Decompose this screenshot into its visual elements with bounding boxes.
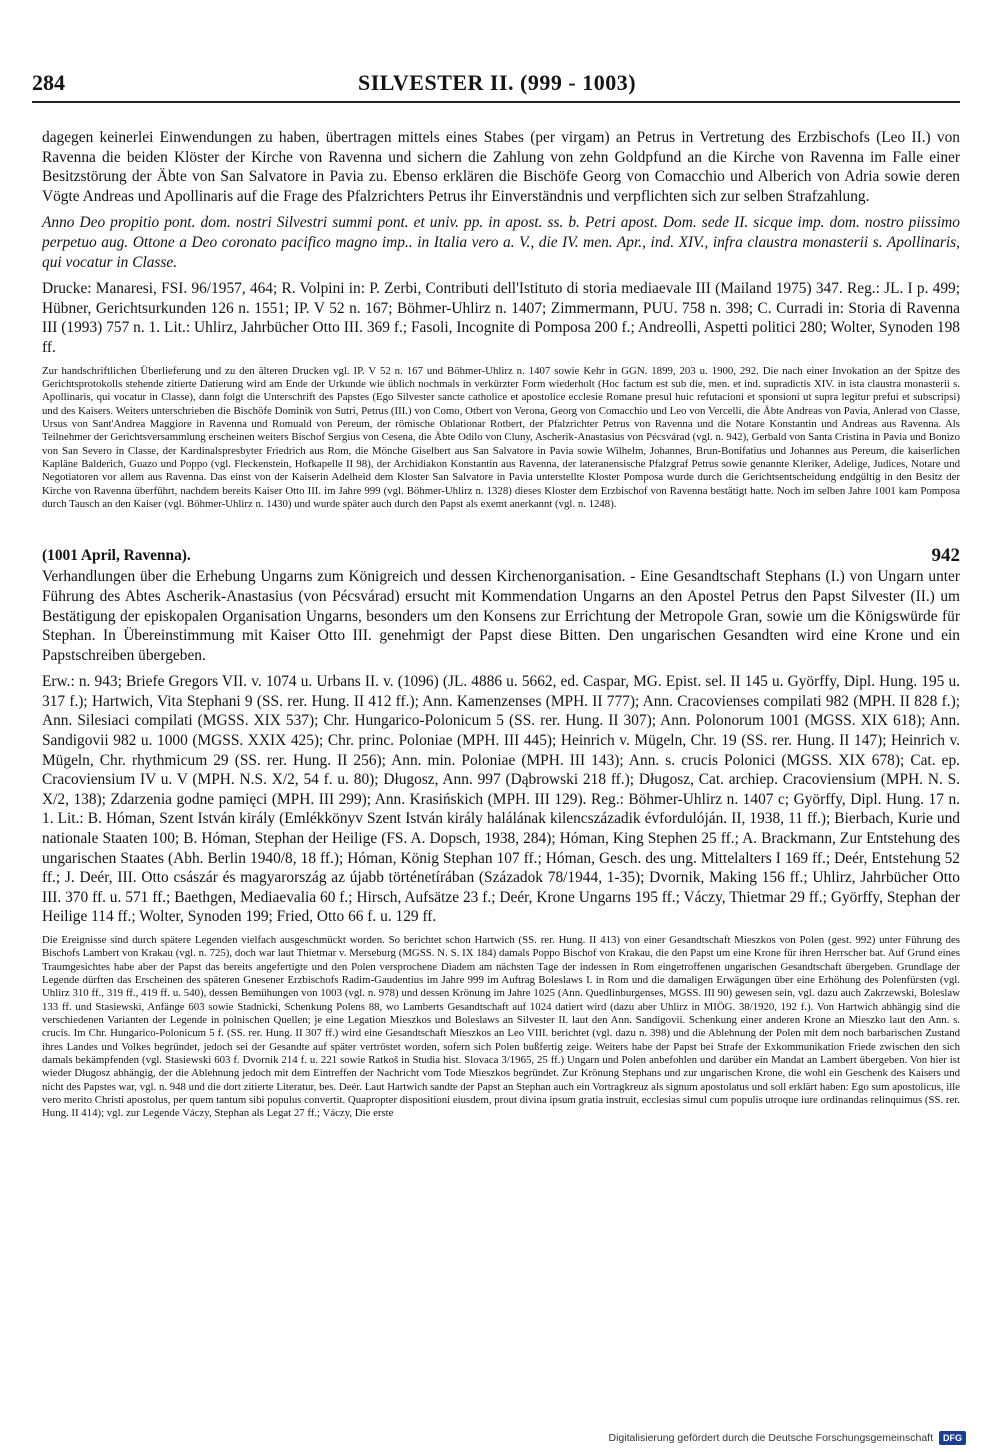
page-body [42, 128, 960, 1121]
entry-942-date: (1001 April, Ravenna). [42, 547, 191, 565]
page-header [32, 70, 962, 100]
dfg-logo: DFG [939, 1431, 966, 1445]
digitization-credit [608, 1431, 966, 1445]
running-title: SILVESTER II. (999 - 1003) [357, 70, 637, 95]
entry-941-continuation: dagegen keinerlei Einwendungen zu haben, übertragen mittels eines Stabes (per virgam) an Petrus in Vertretung des Erzbischofs (Leo II.) von Ravenna die beiden Klöster der Kirche von Ravenna und sichern die Zahlung von zehn Goldpfund an die Kirche von Ravenna im Falle einer Besitzstörung der Äbte von San Salvatore in Pavia zu. Ebenso erklären die Bischöfe Georg von Comacchio und Alberich von Adria sowie deren Vögte Andreas und Apollinaris auf die Frage des Pfalzrichters Petrus ihr Einverständnis und verpflichten sich zur selben Strafzahlung. [42, 129, 960, 205]
entry-941-drucke: Drucke: Manaresi, FSI. 96/1957, 464; R. Volpini in: P. Zerbi, Contributi dell'Istituto di storia mediaevale III (Mailand 1975) 347. Reg.: JL. I p. 499; Hübner, Gerichtsurkunden 126 n. 1551; IP. V 52 n. 167; Böhmer-Uhlirz n. 1407; Zimmermann, PUU. 758 n. 398; C. Curradi in: Storia di Ravenna III (1993) 757 n. 1. Lit.: Uhlirz, Jahrbücher Otto III. 369 f.; Fasoli, Incognite di Pomposa 200 f.; Andreolli, Aspetti politici 280; Wolter, Synoden 198 ff. [42, 280, 960, 356]
credit-text: Digitalisierung gefördert durch die Deutsche Forschungsgemeinschaft [608, 1432, 933, 1444]
entry-942-heading [42, 545, 960, 567]
entry-942-text: Verhandlungen über die Erhebung Ungarns zum Königreich und dessen Kirchenorganisation. - Eine Gesandtschaft Stephans (I.) von Ungarn unter Führung des Abtes Ascherik-Anastasius (von Pécsvárad) ersucht mit Kommendation Ungarns an den Apostel Petrus den Papst Silvester (II.) um Bestätigung der episkopalen Organisation Ungarns, besonders um den Konsens zur Errichtung der Metropole Gran, sowie um die Königswürde für Stephan. In Übereinstimmung mit Kaiser Otto III. genehmigt der Papst diese Bitten. Den ungarischen Gesandten wird eine Krone und ein Papstschreiben übergeben. [42, 568, 960, 664]
entry-942-number: 942 [931, 545, 960, 567]
entry-941-latin-dating: Anno Deo propitio pont. dom. nostri Silvestri summi pont. et univ. pp. in apost. ss. b. Petri apost. Dom. sede II. sicque imp. dom. nostro piissimo perpetuo aug. Ottone a Deo coronato pacifico magno imp.. in Italia vero a. V., die IV. men. Apr., ind. XIV., infra claustra monasterii s. Apollinaris, qui vocatur in Classe. [42, 214, 960, 271]
page-number: 284 [32, 70, 65, 95]
entry-941-note: Zur handschriftlichen Überlieferung und zu den älteren Drucken vgl. IP. V 52 n. 167 und Böhmer-Uhlirz n. 1407 sowie Kehr in GGN. 1899, 203 u. 1900, 292. Die nach einer Invokation an der Spitze des Gerichtsprotokolls stehende zitierte Datierung wird am Ende der Urkunde wie üblich nochmals in verkürzter Form wiederholt (Hoc factum est sub die, men. et ind. supradictis XIV. in ista claustra monasterii s. Apollinaris, qui vocatur in Classe), dann folgt die Unterschrift des Papstes (Ego Silvester sancte catholice et apostolice ecclesie Romane presul huic refutacioni et sponsioni ut supra legitur prefui et subscripsi) und des Kaisers. Weiters unterschrieben die Bischöfe Dominik von Sutri, Petrus (III.) von Como, Otbert von Verona, Georg von Comacchio und Leo von Vercelli, die Äbte Andreas von Pavia, Anlerad von Classe, Ursus von Sant'Andrea Maggiore in Ravenna und Romuald von Pereum, der römische Oblationar Rotbert, der Pfalzrichter Petrus von Ravenna und die Notare Konstantin und Andreas aus Ravenna. Als Teilnehmer der Gerichtsversammlung erscheinen weiters Bischof Sergius von Cesena, die Äbte Odilo von Cluny, Ascherik-Anastasius von Pécsvárad (vgl. n. 942), Gerbald von Santa Cristina in Pavia und Bonizo von San Severo in Classe, der Kardinalspresbyter Friedrich aus Rom, die Mönche Giselbert aus San Salvatore in Pavia sowie Wilhelm, Johannes, Brun-Bonifatius und Johannes aus Pereum, die kaiserlichen Kapläne Balderich, Guazo und Poppo (vgl. Fleckenstein, Hofkapelle II 98), der Archidiakon Konstantin aus Ravenna, der lateranensische Pfalzgraf Petrus sowie genannte Kleriker, Adelige, Judices, Notare und Negotiatoren vor allem aus Ravenna. Das einst von der Kaiserin Adelheid dem Kloster San Salvatore in Pavia unterstellte Kloster Pomposa wurde durch die Gerichtsentscheidung endgültig in den Besitz der Kirche von Ravenna überführt, nachdem bereits Kaiser Otto III. im Jahre 999 (vgl. Böhmer-Uhlirz n. 1328) dieses Kloster dem Erzbischof von Ravenna bestätigt hatte. Noch im selben Jahre 1001 kam Pomposa durch Tausch an den Kaiser (vgl. Böhmer-Uhlirz n. 1430) und wurde später auch durch den Papst als exemt anerkannt (vgl. n. 1248). [42, 364, 960, 510]
entry-942-erw: Erw.: n. 943; Briefe Gregors VII. v. 1074 u. Urbans II. v. (1096) (JL. 4886 u. 5662, ed. Caspar, MG. Epist. sel. II 145 u. Györffy, Dipl. Hung. 195 u. 317 f.); Hartwich, Vita Stephani 9 (SS. rer. Hung. II 412 ff.); Ann. Kamenzenses (MPH. II 777); Ann. Cracovienses compilati 982 (MPH. II 828 f.); Ann. Silesiaci compilati (MGSS. XIX 537); Chr. Hungarico-Polonicum 5 (SS. rer. Hung. II 307); Ann. Polonorum 1001 (MGSS. XIX 618); Ann. Sandigovii 982 u. 1000 (MGSS. XXIX 425); Chr. princ. Poloniae (MPH. III 445); Heinrich v. Mügeln, Chr. 19 (SS. rer. Hung. II 147); Heinrich v. Mügeln, Chr. rhythmicum 29 (SS. rer. Hung. II 256); Ann. min. Poloniae (MPH. III 143); Ann. s. crucis Polonici (MGSS. XIX 678); Cat. ep. Cracoviensium IV u. V (MPH. N.S. X/2, 54 f. u. 80); Długosz, Ann. 997 (Dąbrowski 218 ff.); Długosz, Cat. archiep. Cracoviensium (MPH. N. S. X/2, 138); Zdarzenia godne pamięci (MPH. III 299); Ann. Krasińskich (MPH. III 129). Reg.: Böhmer-Uhlirz n. 1407 c; Györffy, Dipl. Hung. 17 n. 1. Lit.: B. Hóman, Szent István király (Emlékkönyv Szent István király halálának kilencszázadik évfordulóján. II, 1938, 11 ff.); Bierbach, Kurie und nationale Staaten 100; B. Hóman, Stephan der Heilige (FS. A. Dopsch, 1938, 284); Hóman, King Stephen 25 ff.; A. Brackmann, Zur Entstehung des ungarischen Staates (Abh. Berlin 1940/8, 18 ff.); Hóman, König Stephan 107 ff.; Hóman, Gesch. des ung. Mittelalters I 169 ff.; Deér, Entstehung 52 ff.; J. Deér, III. Otto császár és magyarország az újabb történetírában (Századok 78/1944, 1-35); Dvornik, Making 156 ff.; Uhlirz, Jahrbücher Otto III. 370 ff. u. 571 ff.; Baethgen, Mediaevalia 60 f.; Hirsch, Aufsätze 23 f.; Deér, Krone Ungarns 195 ff.; Váczy, Thietmar 29 ff.; Györffy, Stephan der Heilige 114 ff.; Wolter, Synoden 199; Fried, Otto 66 f. u. 129 ff. [42, 673, 960, 926]
entry-942-note: Die Ereignisse sind durch spätere Legenden vielfach ausgeschmückt worden. So berichtet schon Hartwich (SS. rer. Hung. II 413) von einer Gesandtschaft Mieszkos von Polen (gest. 992) unter Führung des Bischofs Lambert von Krakau (vgl. n. 725), doch war laut Thietmar v. Merseburg (MGSS. N. S. IX 184) damals Poppo Bischof von Krakau, die den Papst um eine Krone für ihren Herrscher bat. Auf Grund eines Traumgesichtes habe aber der Papst das bereits angefertigte und den Polen versprochene Diadem am nächsten Tage der indessen in Rom eingetroffenen ungarischen Gesandtschaft übergeben. Grundlage der Legende dürften das Erscheinen des späteren Gnesener Erzbischofs Radim-Gaudentius im Jahre 999 im Auftrag Boleslaws I. in Rom und die damaligen Erwägungen über eine Erhöhung des Polenfürsten (vgl. Uhlirz 310 ff., 319 ff., 419 ff. u. 540), dessen Bemühungen von 1003 (vgl. n. 978) und dessen Krönung im Jahre 1025 (Ann. Quedlinburgenses, MGSS. III 90) gewesen sein, vgl. dazu auch Zakrzewski, Boleslaw 133 ff. und Stasiewski, Anfänge 603 sowie Stadnicki, Schenkung Polens 88, wo Lamberts Gesandtschaft auf 1024 datiert wird (dazu aber Uhlirz in MIÖG. 38/1920, 192 f.). Von Hartwich abhängig sind die verschiedenen Varianten der Legende in polnischen Quellen; je eine Legation Mieszkos und Boleslaws an Silvester II. laut den Ann. Sandigovii. Schenkung einer anderen Krone an Mieszko laut den Ann. s. crucis. Im Chr. Hungarico-Polonicum 5 f. (SS. rer. Hung. II 307 ff.) wird eine Gesandtschaft Mieszkos an Leo VIII. berichtet (vgl. dazu n. 398) und die Ablehnung der Polen mit dem noch barbarischen Zustand ihres Landes und Volkes begründet, jedoch sei der Gesandte auf später vertröstet worden, sofern sich Polen bußfertig zeige. Weiters habe der Papst bei Strafe der Exkommunikation Friede zwischen den sich damals bekämpfenden (vgl. Stasiewski 603 f. Dvornik 214 f. u. 221 sowie Ratkoš in Studia hist. Slovaca 3/1965, 25 ff.) Ungarn und Polen anbefohlen und darüber ein Mandat an Lambert übergeben. Von hier ist wieder Długosz abhängig, der die Ablehnung jedoch mit dem Eintreffen der Nachricht vom Tode Mieszkos begründet. Zur Krönung Stephans und zur ungarischen Krone, die wohl ein Geschenk des Kaisers und nicht des Papstes war, vgl. n. 948 und die dort zitierte Literatur, bes. Deér. Laut Hartwich sandte der Papst an Stephan auch ein Vortragkreuz als signum apostolatus und soll erklärt haben: Ego sum apostolicus, ille vero merito Christi apostolus, per quem tantum sibi populus convertit. Quapropter dispositioni eiusdem, prout divina ipsum gratia instruit, ecclesias simul cum populis utroque iure ordinandas relinquimus (SS. rer. Hung. II 414); vgl. zur Legende Váczy, Stephan als Legat 27 ff.; Váczy, Die erste [42, 934, 960, 1120]
header-rule [32, 101, 960, 103]
